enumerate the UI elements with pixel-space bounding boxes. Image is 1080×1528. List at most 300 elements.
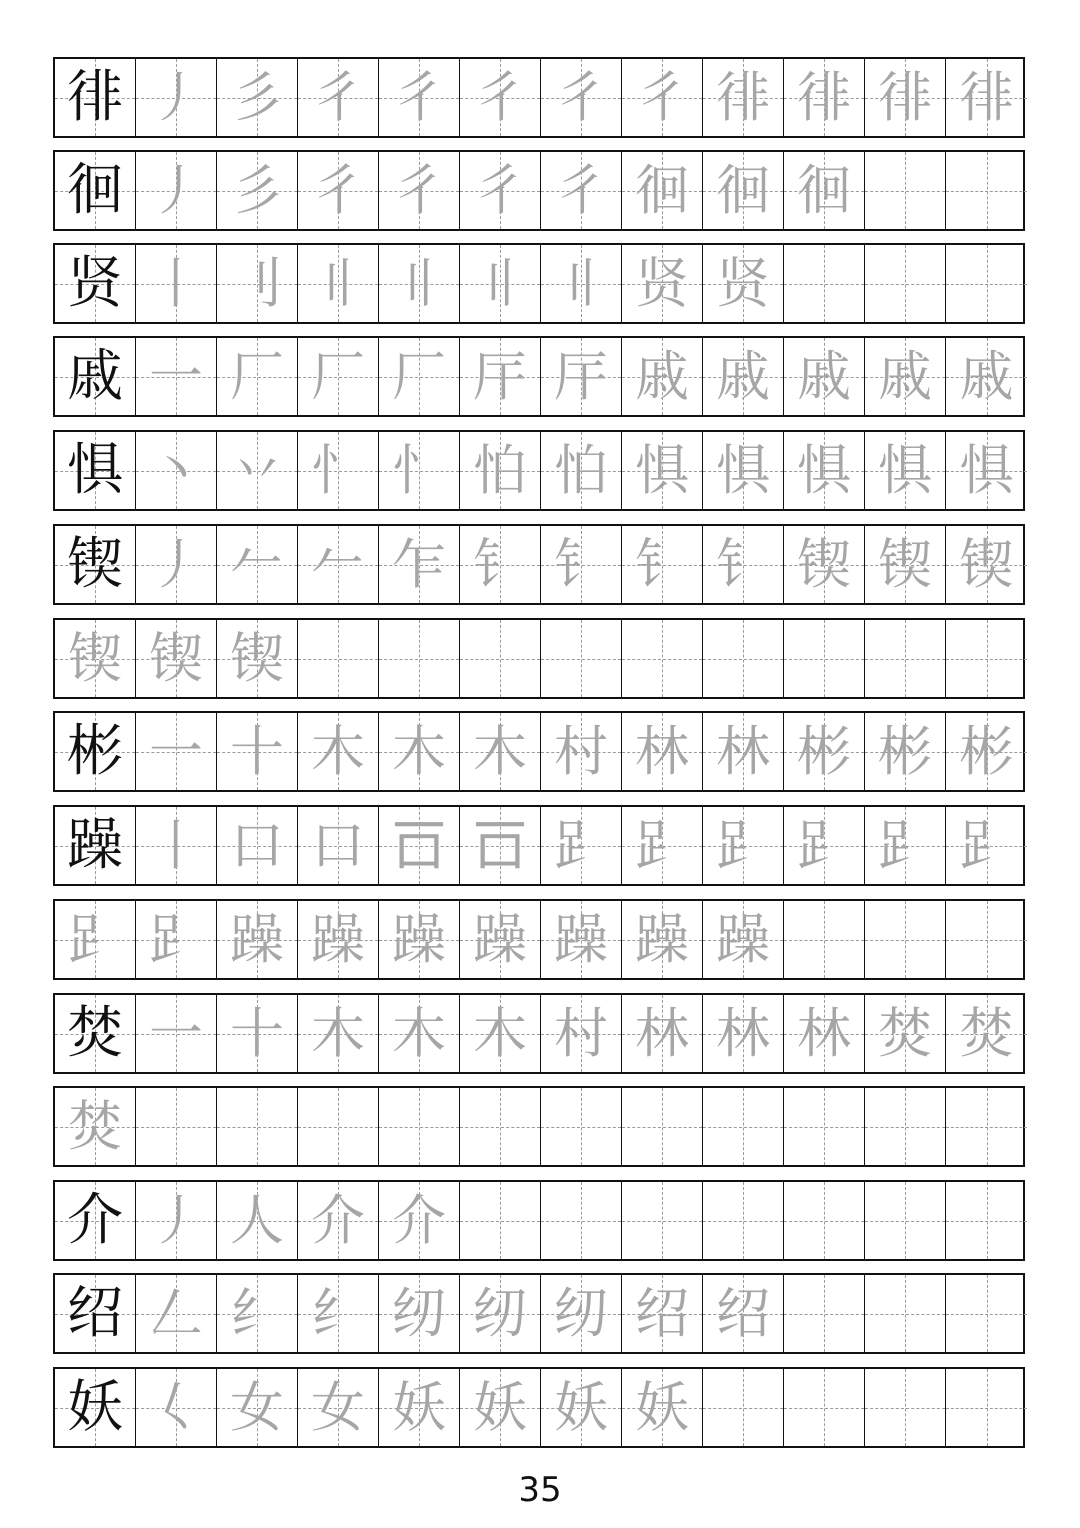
stroke-order-trace: 彡	[230, 158, 284, 222]
practice-cell	[298, 526, 379, 603]
practice-cell	[379, 152, 460, 229]
practice-cell	[865, 713, 946, 790]
stroke-order-trace: 𠃋	[149, 1281, 203, 1345]
practice-cell	[379, 995, 460, 1072]
stroke-order-trace: 怕	[473, 438, 527, 502]
practice-cell	[865, 1182, 946, 1259]
model-character: 徊	[67, 157, 123, 223]
practice-cell	[784, 432, 865, 509]
stroke-order-trace: 纟	[230, 1281, 284, 1345]
practice-cell	[622, 807, 703, 884]
practice-cell	[379, 807, 460, 884]
stroke-order-trace: 徘	[959, 65, 1014, 129]
practice-cell	[703, 1275, 784, 1352]
stroke-order-trace: 焚	[959, 1001, 1014, 1065]
practice-row	[53, 430, 1025, 511]
stroke-order-trace: 丶	[149, 438, 203, 502]
model-character: 徘	[67, 64, 123, 130]
practice-row	[53, 993, 1025, 1074]
practice-cell	[541, 59, 622, 136]
practice-cell	[784, 807, 865, 884]
stroke-order-trace: 戚	[878, 344, 932, 408]
model-character-cell	[55, 1088, 136, 1165]
model-character: 妖	[67, 1374, 123, 1440]
model-character: 介	[67, 1187, 123, 1253]
practice-cell	[703, 152, 784, 229]
stroke-order-trace: 妖	[554, 1375, 608, 1439]
practice-cell	[541, 338, 622, 415]
stroke-order-trace: 乍	[392, 532, 446, 596]
stroke-order-trace: 绍	[635, 1281, 689, 1345]
practice-cell	[703, 807, 784, 884]
stroke-order-trace: 𧾷	[554, 813, 608, 877]
practice-row	[53, 57, 1025, 138]
stroke-order-trace: 林	[716, 1001, 770, 1065]
stroke-order-trace: 惧	[878, 438, 932, 502]
model-character-cell	[55, 432, 136, 509]
model-character-cell	[55, 1275, 136, 1352]
practice-cell	[298, 713, 379, 790]
practice-cell	[298, 807, 379, 884]
stroke-order-trace: 介	[392, 1188, 446, 1252]
practice-cell	[217, 526, 298, 603]
stroke-order-trace: 妖	[635, 1375, 689, 1439]
stroke-order-trace: 戚	[716, 344, 770, 408]
stroke-order-trace: 木	[392, 719, 446, 783]
practice-cell	[946, 1275, 1027, 1352]
stroke-order-trace: 戚	[635, 344, 689, 408]
stroke-order-trace: 口	[311, 813, 365, 877]
stroke-order-trace: 锲	[959, 532, 1014, 596]
practice-cell	[784, 1369, 865, 1446]
practice-cell	[622, 432, 703, 509]
practice-cell	[622, 338, 703, 415]
practice-row	[53, 243, 1025, 324]
practice-cell	[784, 152, 865, 229]
practice-cell	[460, 1182, 541, 1259]
stroke-order-trace: 躁	[554, 907, 608, 971]
practice-cell	[865, 152, 946, 229]
practice-cell	[379, 901, 460, 978]
stroke-order-trace: 人	[230, 1188, 284, 1252]
practice-cell	[298, 152, 379, 229]
stroke-order-trace: 丷	[230, 438, 284, 502]
practice-cell	[946, 995, 1027, 1072]
stroke-order-trace: 丿	[149, 158, 203, 222]
stroke-order-trace: 锲	[230, 626, 284, 690]
practice-cell	[541, 620, 622, 697]
stroke-order-trace: 徘	[797, 65, 851, 129]
stroke-order-trace: 村	[554, 719, 608, 783]
practice-cell	[298, 1182, 379, 1259]
stroke-order-trace: 锲	[68, 626, 122, 690]
stroke-order-trace: 锲	[878, 532, 932, 596]
stroke-order-trace: 纫	[392, 1281, 446, 1345]
practice-cell	[217, 338, 298, 415]
practice-cell	[622, 620, 703, 697]
practice-cell	[460, 995, 541, 1072]
practice-cell	[946, 620, 1027, 697]
practice-cell	[784, 1182, 865, 1259]
practice-cell	[217, 620, 298, 697]
stroke-order-trace: 丿	[149, 532, 203, 596]
practice-cell	[784, 245, 865, 322]
stroke-order-trace: 𧾷	[878, 813, 932, 877]
practice-cell	[703, 338, 784, 415]
practice-cell	[136, 1369, 217, 1446]
practice-cell	[460, 1275, 541, 1352]
practice-row	[53, 1367, 1025, 1448]
practice-cell	[946, 526, 1027, 603]
stroke-order-trace: 彳	[473, 158, 527, 222]
model-character: 锲	[67, 531, 123, 597]
stroke-order-trace: 林	[797, 1001, 851, 1065]
stroke-order-trace: 厂	[392, 344, 446, 408]
stroke-order-trace: 纫	[473, 1281, 527, 1345]
practice-cell	[217, 1275, 298, 1352]
stroke-order-trace: 𠂉	[230, 532, 284, 596]
practice-cell	[217, 995, 298, 1072]
model-character: 躁	[67, 812, 123, 878]
practice-cell	[217, 245, 298, 322]
stroke-order-trace: 妖	[473, 1375, 527, 1439]
practice-cell	[703, 245, 784, 322]
practice-cell	[703, 713, 784, 790]
stroke-order-trace: 忄	[392, 438, 446, 502]
practice-cell	[298, 1275, 379, 1352]
stroke-order-trace: 𧾷	[149, 907, 203, 971]
stroke-order-trace: 〢	[311, 251, 365, 315]
practice-cell	[865, 245, 946, 322]
stroke-order-trace: 彡	[230, 65, 284, 129]
practice-cell	[865, 59, 946, 136]
practice-cell	[865, 901, 946, 978]
stroke-order-trace: 钅	[716, 532, 770, 596]
model-character-cell	[55, 620, 136, 697]
stroke-order-trace: 钅	[554, 532, 608, 596]
practice-cell	[865, 1369, 946, 1446]
practice-cell	[946, 245, 1027, 322]
practice-cell	[460, 152, 541, 229]
stroke-order-trace: 木	[473, 719, 527, 783]
practice-cell	[217, 713, 298, 790]
stroke-order-trace: 一	[149, 344, 203, 408]
practice-cell	[865, 995, 946, 1072]
stroke-order-trace: 一	[149, 1001, 203, 1065]
practice-cell	[784, 1088, 865, 1165]
stroke-order-trace: 彳	[473, 65, 527, 129]
practice-cell	[622, 245, 703, 322]
practice-cell	[784, 995, 865, 1072]
stroke-order-trace: 村	[554, 1001, 608, 1065]
practice-cell	[865, 807, 946, 884]
stroke-order-trace: 𧾷	[68, 907, 122, 971]
stroke-order-trace: 𠮛	[392, 813, 446, 877]
practice-cell	[784, 1275, 865, 1352]
practice-cell	[379, 620, 460, 697]
stroke-order-trace: 徘	[878, 65, 932, 129]
model-character-cell	[55, 995, 136, 1072]
stroke-order-trace: 戚	[959, 344, 1014, 408]
practice-cell	[136, 59, 217, 136]
practice-cell	[379, 1369, 460, 1446]
practice-cell	[541, 152, 622, 229]
stroke-order-trace: 彳	[635, 65, 689, 129]
model-character-cell	[55, 152, 136, 229]
practice-cell	[622, 713, 703, 790]
model-character: 惧	[67, 437, 123, 503]
stroke-order-trace: 焚	[878, 1001, 932, 1065]
practice-cell	[622, 526, 703, 603]
practice-row	[53, 618, 1025, 699]
stroke-order-trace: 丨	[149, 813, 203, 877]
stroke-order-trace: 十	[230, 719, 284, 783]
stroke-order-trace: 彳	[554, 65, 608, 129]
model-character-cell	[55, 1182, 136, 1259]
stroke-order-trace: 躁	[473, 907, 527, 971]
practice-cell	[460, 526, 541, 603]
practice-cell	[460, 713, 541, 790]
practice-cell	[703, 59, 784, 136]
model-character-cell	[55, 901, 136, 978]
practice-cell	[784, 59, 865, 136]
stroke-order-trace: 彳	[311, 65, 365, 129]
stroke-order-trace: 木	[473, 1001, 527, 1065]
practice-cell	[217, 432, 298, 509]
practice-cell	[541, 245, 622, 322]
stroke-order-trace: 𧾷	[635, 813, 689, 877]
practice-cell	[217, 152, 298, 229]
practice-cell	[703, 526, 784, 603]
practice-cell	[784, 620, 865, 697]
practice-cell	[298, 338, 379, 415]
practice-cell	[541, 526, 622, 603]
practice-cell	[217, 807, 298, 884]
practice-cell	[136, 1088, 217, 1165]
stroke-order-trace: 躁	[635, 907, 689, 971]
model-character-cell	[55, 245, 136, 322]
stroke-order-trace: 彳	[392, 65, 446, 129]
practice-cell	[379, 713, 460, 790]
practice-cell	[136, 526, 217, 603]
practice-cell	[622, 59, 703, 136]
stroke-order-trace: 木	[311, 719, 365, 783]
stroke-order-trace: 木	[311, 1001, 365, 1065]
practice-cell	[136, 432, 217, 509]
stroke-order-trace: 徘	[716, 65, 770, 129]
practice-cell	[379, 526, 460, 603]
practice-cell	[946, 152, 1027, 229]
stroke-order-trace: 厂	[230, 344, 284, 408]
stroke-order-trace: 𧾷	[716, 813, 770, 877]
stroke-order-trace: 彳	[554, 158, 608, 222]
stroke-order-trace: 纫	[554, 1281, 608, 1345]
practice-cell	[298, 59, 379, 136]
practice-cell	[136, 1275, 217, 1352]
stroke-order-trace: 𠮛	[473, 813, 527, 877]
stroke-order-trace: 十	[230, 1001, 284, 1065]
stroke-order-trace: 贤	[635, 251, 689, 315]
practice-cell	[541, 1275, 622, 1352]
model-character-cell	[55, 807, 136, 884]
practice-cell	[379, 432, 460, 509]
practice-cell	[217, 1369, 298, 1446]
practice-cell	[136, 995, 217, 1072]
practice-cell	[703, 1182, 784, 1259]
practice-cell	[460, 59, 541, 136]
stroke-order-trace: 惧	[635, 438, 689, 502]
stroke-order-trace: 躁	[311, 907, 365, 971]
stroke-order-trace: 躁	[716, 907, 770, 971]
practice-cell	[379, 1182, 460, 1259]
practice-cell	[136, 620, 217, 697]
practice-row	[53, 899, 1025, 980]
stroke-order-trace: 口	[230, 813, 284, 877]
practice-cell	[865, 526, 946, 603]
stroke-order-trace: 焚	[68, 1094, 122, 1158]
practice-cell	[298, 995, 379, 1072]
practice-row	[53, 805, 1025, 886]
stroke-order-trace: 彳	[311, 158, 365, 222]
practice-cell	[136, 1182, 217, 1259]
stroke-order-trace: 林	[635, 1001, 689, 1065]
stroke-order-trace: 徊	[716, 158, 770, 222]
practice-cell	[865, 432, 946, 509]
model-character: 彬	[67, 718, 123, 784]
practice-cell	[865, 1275, 946, 1352]
practice-cell	[622, 1088, 703, 1165]
stroke-order-trace: 纟	[311, 1281, 365, 1345]
practice-cell	[622, 901, 703, 978]
stroke-order-trace: 徊	[635, 158, 689, 222]
practice-cell	[541, 1182, 622, 1259]
stroke-order-trace: 丿	[149, 1188, 203, 1252]
stroke-order-trace: 木	[392, 1001, 446, 1065]
stroke-order-trace: 惧	[716, 438, 770, 502]
practice-cell	[460, 620, 541, 697]
practice-cell	[298, 432, 379, 509]
practice-cell	[217, 1182, 298, 1259]
practice-cell	[622, 152, 703, 229]
practice-cell	[136, 713, 217, 790]
stroke-order-trace: 彬	[959, 719, 1014, 783]
practice-cell	[298, 1369, 379, 1446]
stroke-order-trace: 𧾷	[797, 813, 851, 877]
stroke-order-trace: 躁	[230, 907, 284, 971]
practice-cell	[946, 432, 1027, 509]
practice-cell	[784, 526, 865, 603]
practice-cell	[298, 901, 379, 978]
stroke-order-trace: 丨	[149, 251, 203, 315]
practice-cell	[946, 1088, 1027, 1165]
practice-cell	[217, 901, 298, 978]
practice-cell	[217, 59, 298, 136]
practice-cell	[136, 807, 217, 884]
stroke-order-trace: 绍	[716, 1281, 770, 1345]
stroke-order-trace: 忄	[311, 438, 365, 502]
practice-cell	[946, 338, 1027, 415]
practice-cell	[622, 995, 703, 1072]
stroke-order-trace: 刂	[230, 251, 284, 315]
stroke-order-trace: 厂	[311, 344, 365, 408]
stroke-order-trace: 妖	[392, 1375, 446, 1439]
model-character: 绍	[67, 1280, 123, 1346]
practice-cell	[460, 338, 541, 415]
practice-cell	[541, 1088, 622, 1165]
practice-cell	[622, 1275, 703, 1352]
practice-cell	[622, 1182, 703, 1259]
stroke-order-trace: 锲	[797, 532, 851, 596]
practice-cell	[946, 901, 1027, 978]
practice-cell	[541, 1369, 622, 1446]
stroke-order-trace: 𡿨	[149, 1375, 203, 1439]
stroke-order-trace: 〢	[473, 251, 527, 315]
stroke-order-trace: 〢	[392, 251, 446, 315]
practice-cell	[379, 338, 460, 415]
practice-cell	[784, 338, 865, 415]
practice-cell	[622, 1369, 703, 1446]
practice-row	[53, 1180, 1025, 1261]
practice-cell	[379, 59, 460, 136]
practice-row	[53, 1273, 1025, 1354]
practice-cell	[703, 995, 784, 1072]
page-number: 35	[518, 1470, 562, 1510]
practice-cell	[460, 1369, 541, 1446]
practice-cell	[784, 713, 865, 790]
practice-cell	[946, 1369, 1027, 1446]
stroke-order-trace: 林	[635, 719, 689, 783]
model-character-cell	[55, 713, 136, 790]
practice-cell	[379, 1088, 460, 1165]
stroke-order-trace: 介	[311, 1188, 365, 1252]
model-character: 焚	[67, 1000, 123, 1066]
stroke-order-trace: 彬	[797, 719, 851, 783]
practice-cell	[298, 620, 379, 697]
stroke-order-trace: 〢	[554, 251, 608, 315]
model-character-cell	[55, 59, 136, 136]
practice-cell	[541, 901, 622, 978]
practice-cell	[460, 901, 541, 978]
stroke-order-trace: 厈	[473, 344, 527, 408]
practice-row	[53, 711, 1025, 792]
practice-cell	[460, 432, 541, 509]
practice-cell	[136, 901, 217, 978]
practice-cell	[298, 245, 379, 322]
practice-cell	[541, 713, 622, 790]
practice-cell	[946, 1182, 1027, 1259]
practice-row	[53, 150, 1025, 231]
model-character-cell	[55, 1369, 136, 1446]
stroke-order-trace: 钅	[635, 532, 689, 596]
stroke-order-trace: 林	[716, 719, 770, 783]
stroke-order-trace: 丿	[149, 65, 203, 129]
stroke-order-trace: 彬	[878, 719, 932, 783]
stroke-order-trace: 锲	[149, 626, 203, 690]
practice-cell	[460, 245, 541, 322]
practice-cell	[865, 620, 946, 697]
model-character: 戚	[67, 343, 123, 409]
practice-cell	[703, 1088, 784, 1165]
practice-row	[53, 1086, 1025, 1167]
stroke-order-trace: 戚	[797, 344, 851, 408]
stroke-order-trace: 厈	[554, 344, 608, 408]
stroke-order-trace: 𠂉	[311, 532, 365, 596]
stroke-order-trace: 惧	[797, 438, 851, 502]
stroke-order-trace: 女	[311, 1375, 365, 1439]
stroke-order-trace: 贤	[716, 251, 770, 315]
practice-cell	[946, 807, 1027, 884]
practice-cell	[703, 620, 784, 697]
